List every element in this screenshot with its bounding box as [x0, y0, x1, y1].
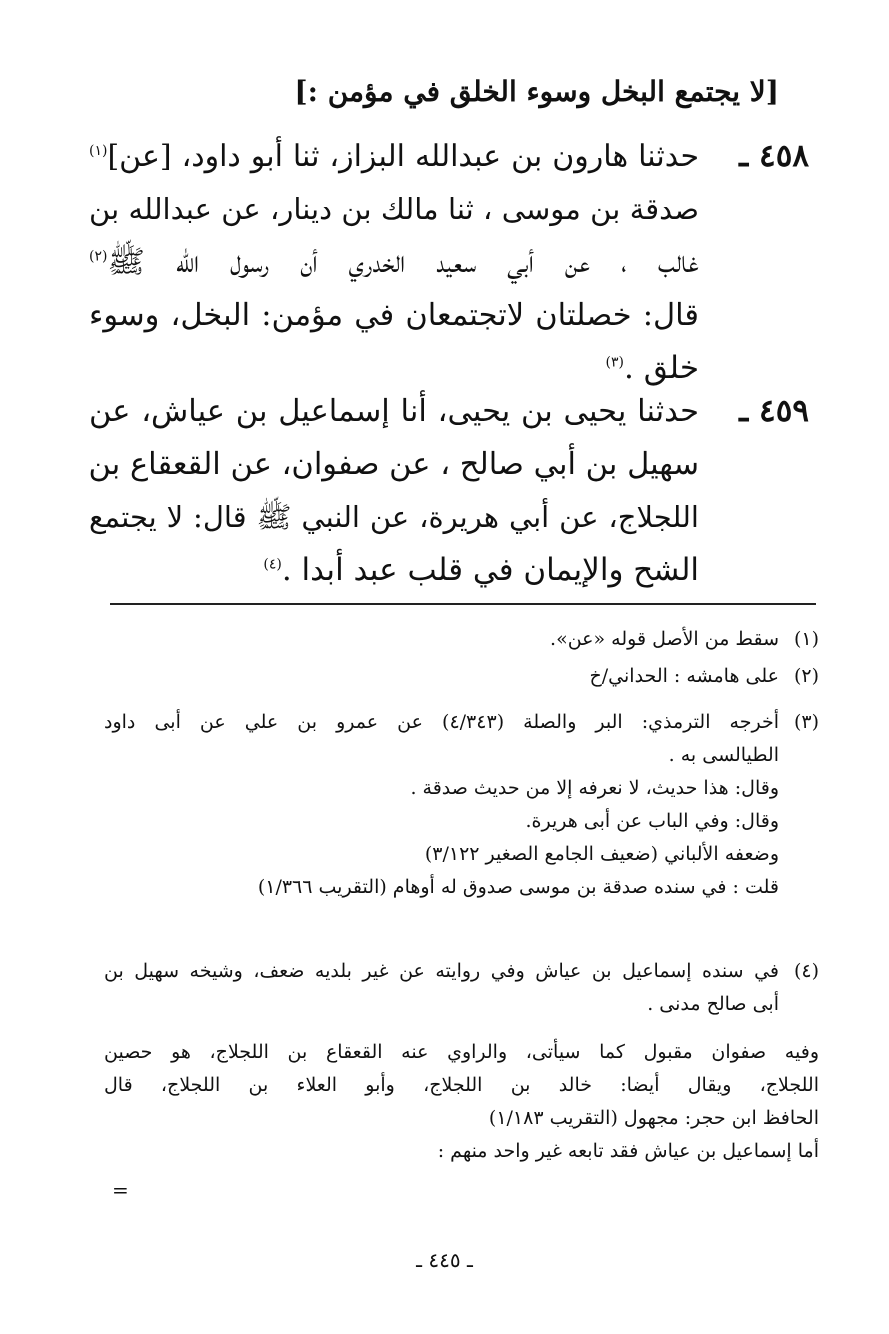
footnote-line: وفيه صفوان مقبول كما سيأتى، والراوي عنه القعقاع بن اللجلاج، هو حصين	[104, 1041, 819, 1063]
footnote-ref: (٤)	[263, 556, 282, 573]
hadith-line: خلق .$^{(٣)}$	[605, 350, 699, 386]
footnote-line: وقال: وفي الباب عن أبى هريرة.	[525, 810, 779, 832]
footnote-line: الطيالسى به .	[668, 744, 779, 766]
footnote-line: الحافظ ابن حجر: مجهول (التقريب ١/١٨٣)	[488, 1107, 819, 1129]
footnote-line: أخرجه الترمذي: البر والصلة (٤/٣٤٣) عن عمرو بن علي عن أبى داود	[104, 711, 779, 733]
hadith-number: ٤٥٩ ـ	[739, 393, 809, 429]
hadith-line: سهيل بن أبي صالح ، عن صفوان، عن القعقاع بن	[88, 447, 699, 482]
hadith-line: حدثنا يحيى بن يحيى، أنا إسماعيل بن عياش، عن	[89, 394, 699, 429]
footnote-line: قلت : في سنده صدقة بن موسى صدوق له أوهام (التقريب ١/٣٦٦)	[257, 876, 779, 898]
continuation-mark: =	[112, 1178, 129, 1202]
page-number: ـ ٤٤٥ ـ	[416, 1248, 473, 1272]
footnote-marker: (٤)	[793, 960, 819, 982]
footnote-ref: (١)	[89, 143, 108, 159]
footnote-line: على هامشه : الحداني/خ	[589, 665, 779, 687]
footnote-separator	[110, 603, 816, 605]
footnote-marker: (٢)	[793, 665, 819, 687]
footnote-line: أبى صالح مدنى .	[647, 993, 779, 1015]
hadith-text	[89, 385, 699, 597]
footnote-marker: (١)	[793, 628, 819, 650]
footnote-ref: (٢)	[89, 248, 108, 265]
footnote-line: في سنده إسماعيل بن عياش وفي روايته عن غير بلديه ضعف، وشيخه سهيل بن	[104, 960, 779, 982]
hadith-line: اللجلاج، عن أبي هريرة، عن النبي ﷺ قال: لا يجتمع	[89, 500, 699, 534]
footnote-line: وقال: هذا حديث، لا نعرفه إلا من حديث صدقة .	[410, 777, 779, 799]
hadith-line: غالب ، عن أبي سعيد الخدري أن رسول الله ﷺ$^{(٢)}$	[89, 244, 699, 280]
hadith-line: الشح والإيمان في قلب عبد أبدا .$^{(٤)}$	[263, 552, 699, 588]
hadith-line: صدقة بن موسى ، ثنا مالك بن دينار، عن عبدالله بن	[89, 192, 699, 226]
footnote-marker: (٣)	[793, 711, 819, 733]
footnote-line: اللجلاج، ويقال أيضا: خالد بن اللجلاج، وأبو العلاء بن اللجلاج، قال	[104, 1074, 819, 1096]
section-heading: [لا يجتمع البخل وسوء الخلق في مؤمن :]	[294, 75, 779, 108]
footnote-line: وضعفه الألباني (ضعيف الجامع الصغير ٣/١٢٢)	[424, 843, 779, 865]
hadith-text	[89, 130, 699, 395]
footnote-line: سقط من الأصل قوله «عن».	[550, 628, 779, 650]
hadith-line: قال: خصلتان لاتجتمعان في مؤمن: البخل، وسوء	[89, 298, 699, 333]
hadith-number: ٤٥٨ ـ	[739, 138, 809, 174]
hadith-line: حدثنا هارون بن عبدالله البزاز، ثنا أبو داود، [عن]$^{(١)}$	[89, 139, 699, 174]
footnote-ref: (٣)	[605, 354, 624, 371]
footnote-line: أما إسماعيل بن عياش فقد تابعه غير واحد منهم :	[437, 1140, 819, 1162]
